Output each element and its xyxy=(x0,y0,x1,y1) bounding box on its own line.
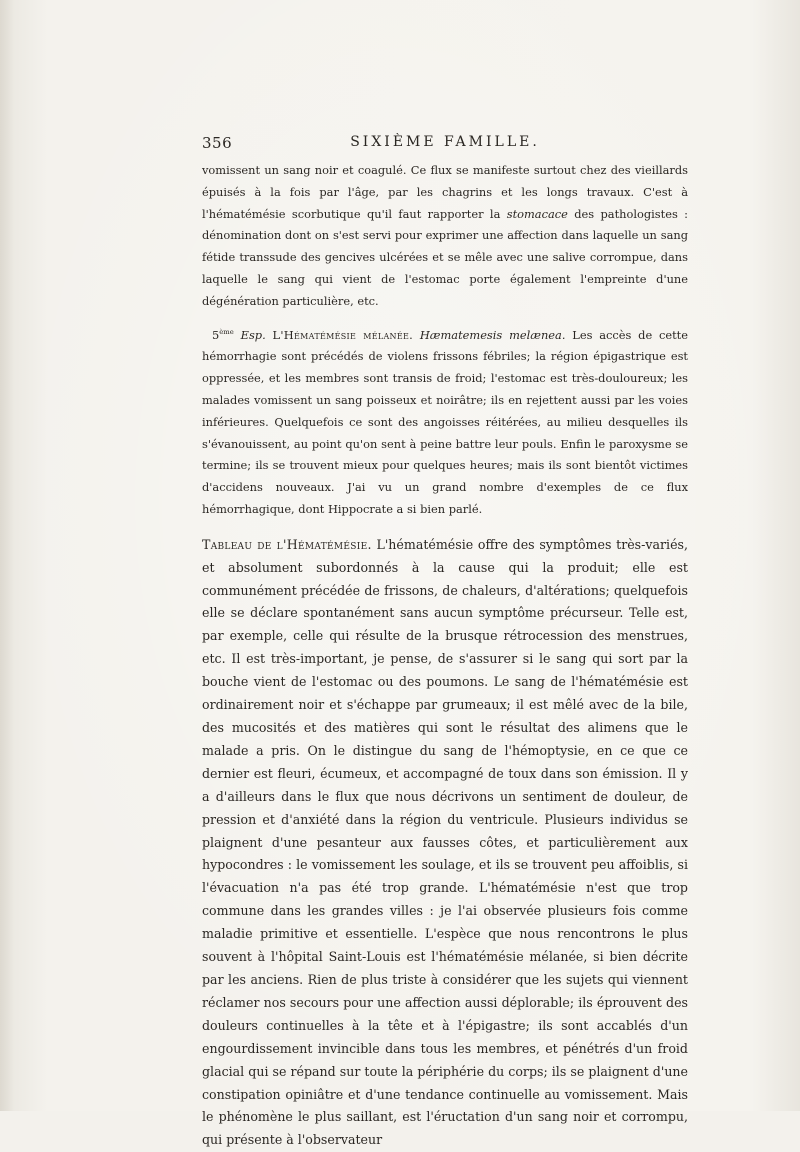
paragraph-text: des pathologistes : dénomination dont on s'est servi pour exprimer une affection dans laquelle un sang fétide transsude des gencives ulcérées et se mêle avec une salive corrompue, dans laquelle le sang qui vient de l'estomac porte également l'empreinte d'une dégénération particulière, etc. xyxy=(202,206,688,308)
term-stomacace: stomacace xyxy=(506,206,568,221)
paragraph-tableau xyxy=(202,534,688,1152)
paragraph-gap xyxy=(202,521,688,534)
species-ordinal: ème xyxy=(219,327,234,336)
section-heading: Tableau de l'Hématémésie. xyxy=(202,536,372,552)
page-header xyxy=(202,134,688,156)
page-number: 356 xyxy=(202,134,233,152)
paragraph-text: L'hématémésie offre des symptômes très-variés, et absolument subordonnés à la cause qui la produit; elle est communément précédée de frissons, de chaleurs, d'altérations; quelquefois elle se déclare spontanément sans aucun symptôme précurseur. Telle est, par exemple, celle qui résulte de la brusque rétrocession des menstrues, etc. Il est très-important, je pense, de s'assurer si le sang qui sort par la bouche vient de l'estomac ou des poumons. Le sang de l'hématémésie est ordinairement noir et s'échappe par grumeaux; il est mêlé avec de la bile, des mucosités et des matières qui sont le résultat des alimens que le malade a pris. On le distingue du sang de l'hémoptysie, en ce que ce dernier est fleuri, écumeux, et accompagné de toux dans son émission. Il y a d'ailleurs dans le flux que nous décrivons un sentiment de douleur, de pression et d'anxiété dans la région du ventricule. Plusieurs individus se plaignent d'une pesanteur aux fausses côtes, et particulièrement aux hypocondres : le vomissement les soulage, et ils se trouvent peu affoiblis, si l'évacuation n'a pas été trop grande. L'hématémésie n'est que trop commune dans les grandes villes : je l'ai observée plusieurs fois comme maladie primitive et essentielle. L'espèce que nous rencontrons le plus souvent à l'hôpital Saint-Louis est l'hématémésie mélanée, si bien décrite par les anciens. Rien de plus triste à considérer que les sujets qui viennent réclamer nos secours pour une affection aussi déplorable; ils éprouvent des douleurs continuelles à la tête et à l'épigastre; ils sont accablés d'un engourdissement invincible dans tous les membres, et pénétrés d'un froid glacial qui se répand sur toute la périphérie du corps; ils se plaignent d'une constipation opiniâtre et d'une tendance continuelle au vomissement. Mais le phénomène le plus saillant, est l'éructation d'un sang noir et corrompu, qui présente à l'observateur xyxy=(202,536,688,1148)
page-binding-edge xyxy=(0,0,14,1111)
species-abbrev: Esp. xyxy=(240,327,266,342)
paragraph-gap xyxy=(202,313,688,325)
paragraph-text: vomissent un sang noir et coagulé. Ce flux se manifeste surtout chez des vieillards épuisés à la fois par l'âge, par les chagrins et les longs travaux. C'est à l'hématémésie scorbutique qu'il faut rapporter la xyxy=(202,163,688,221)
paragraph-text: Les accès de cette hémorrhagie sont précédés de violens frissons fébriles; la région épigastrique est oppressée, et les membres sont transis de froid; l'estomac est très-douloureux; les malades vomissent un sang poisseux et noirâtre; ils en rejettent aussi par les voies inférieures. Quelquefois ce sont des angoisses réitérées, au milieu desquelles ils s'évanouissent, au point qu'on sent à peine battre leur pouls. Enfin le paroxysme se termine; ils se trouvent mieux pour quelques heures; mais ils sont bientôt victimes d'accidens nouveaux. J'ai vu un grand nombre d'exemples de ce flux hémorrhagique, dont Hippocrate a si bien parlé. xyxy=(202,327,689,516)
paragraph-species-5 xyxy=(202,325,688,521)
species-latin-name: Hæmatemesis melænea. xyxy=(419,327,566,342)
species-heading: L'Hématémésie mélanée. xyxy=(272,327,414,342)
running-head: SIXIÈME FAMILLE. xyxy=(350,134,540,150)
species-number: 5 xyxy=(212,327,220,342)
paragraph-continuation xyxy=(202,160,688,313)
main-text xyxy=(202,160,688,1152)
